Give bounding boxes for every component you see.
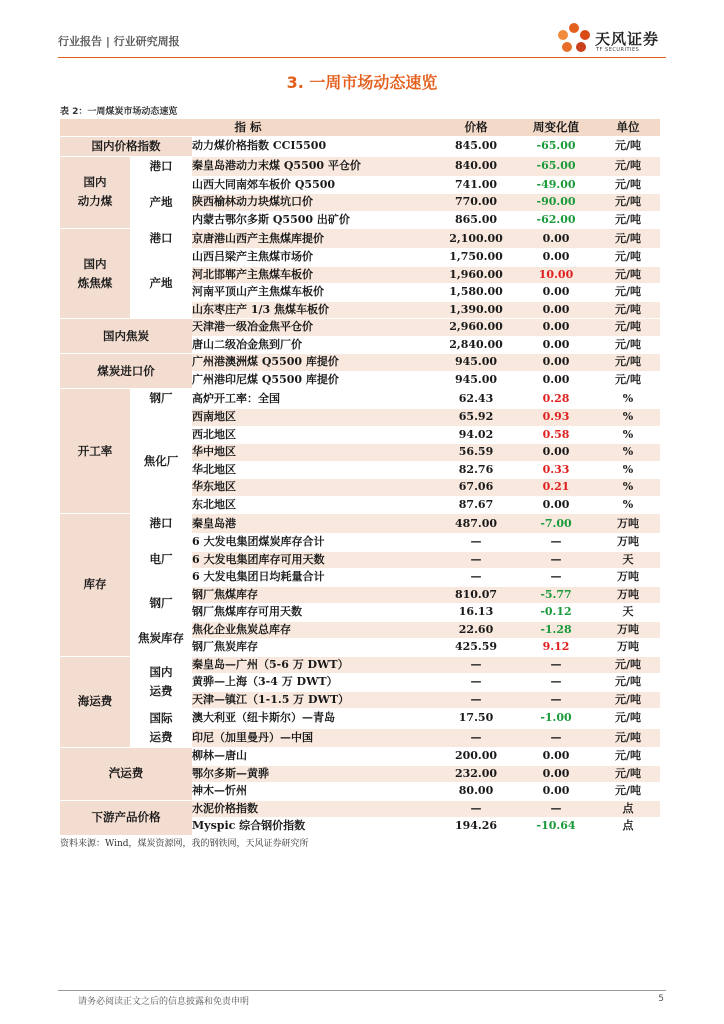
- change-cell: —: [516, 728, 596, 748]
- unit-cell: 万吨: [596, 639, 660, 657]
- subgroup-label: 港口: [130, 156, 192, 176]
- indicator-cell: 山西吕梁产主焦煤市场价: [192, 249, 436, 267]
- indicator-cell: 钢厂焦煤库存可用天数: [192, 604, 436, 622]
- change-cell: —: [516, 674, 596, 692]
- unit-cell: 天: [596, 551, 660, 569]
- unit-cell: 元/吨: [596, 656, 660, 674]
- unit-cell: 元/吨: [596, 709, 660, 729]
- price-cell: 2,100.00: [436, 229, 516, 249]
- change-cell: 0.00: [516, 765, 596, 783]
- indicator-cell: 西北地区: [192, 426, 436, 444]
- indicator-cell: 华东地区: [192, 479, 436, 497]
- change-cell: -62.00: [516, 211, 596, 229]
- indicator-cell: 广州港澳洲煤 Q5500 库提价: [192, 354, 436, 372]
- price-cell: —: [436, 674, 516, 692]
- change-cell: 0.00: [516, 783, 596, 801]
- group-label: 国内 炼焦煤: [60, 229, 130, 319]
- price-cell: 2,960.00: [436, 319, 516, 337]
- indicator-cell: 广州港印尼煤 Q5500 库提价: [192, 371, 436, 389]
- group-label: 国内焦炭: [60, 319, 192, 354]
- unit-cell: 元/吨: [596, 211, 660, 229]
- table-row: [60, 514, 660, 534]
- indicator-cell: 天津—镇江（1-1.5 万 DWT）: [192, 691, 436, 709]
- change-cell: 0.00: [516, 319, 596, 337]
- table-row: [60, 249, 660, 267]
- unit-cell: %: [596, 496, 660, 514]
- change-cell: 10.00: [516, 266, 596, 284]
- price-cell: —: [436, 656, 516, 674]
- change-cell: -7.00: [516, 514, 596, 534]
- price-cell: 65.92: [436, 409, 516, 427]
- group-label: 煤炭进口价: [60, 354, 192, 389]
- indicator-cell: 华北地区: [192, 461, 436, 479]
- unit-cell: 万吨: [596, 621, 660, 639]
- change-cell: -10.64: [516, 818, 596, 836]
- unit-cell: 点: [596, 818, 660, 836]
- group-label: 汽运费: [60, 748, 192, 801]
- change-cell: 0.00: [516, 284, 596, 302]
- indicator-cell: 水泥价格指数: [192, 800, 436, 818]
- header-indicator: 指 标: [60, 119, 436, 136]
- change-cell: -1.28: [516, 621, 596, 639]
- logo-subtext: TF SECURITIES: [596, 47, 640, 53]
- indicator-cell: 6 大发电集团日均耗量合计: [192, 569, 436, 587]
- indicator-cell: 6 大发电集团库存可用天数: [192, 551, 436, 569]
- table-caption: 表 2：一周煤炭市场动态速览: [60, 107, 178, 117]
- price-cell: 87.67: [436, 496, 516, 514]
- table-row: [60, 409, 660, 427]
- unit-cell: 元/吨: [596, 728, 660, 748]
- unit-cell: 元/吨: [596, 266, 660, 284]
- table-row: [60, 389, 660, 409]
- price-cell: —: [436, 728, 516, 748]
- indicator-cell: 动力煤价格指数 CCI5500: [192, 136, 436, 156]
- table-row: [60, 800, 660, 818]
- table-row: [60, 156, 660, 176]
- footer-divider: [58, 990, 666, 991]
- header-divider: [58, 57, 666, 58]
- unit-cell: 元/吨: [596, 301, 660, 319]
- indicator-cell: 6 大发电集团煤炭库存合计: [192, 534, 436, 552]
- change-cell: -65.00: [516, 136, 596, 156]
- table-row: [60, 319, 660, 337]
- change-cell: 0.00: [516, 371, 596, 389]
- indicator-cell: 内蒙古鄂尔多斯 Q5500 出矿价: [192, 211, 436, 229]
- price-cell: —: [436, 534, 516, 552]
- group-label: 国内 动力煤: [60, 156, 130, 229]
- header-price: 价格: [436, 119, 516, 136]
- price-cell: 810.07: [436, 586, 516, 604]
- change-cell: 0.58: [516, 426, 596, 444]
- unit-cell: 元/吨: [596, 194, 660, 212]
- indicator-cell: 陕西榆林动力块煤坑口价: [192, 194, 436, 212]
- indicator-cell: 西南地区: [192, 409, 436, 427]
- unit-cell: %: [596, 461, 660, 479]
- price-cell: 1,960.00: [436, 266, 516, 284]
- change-cell: 0.00: [516, 336, 596, 354]
- subgroup-label: 焦化厂: [130, 409, 192, 514]
- change-cell: -49.00: [516, 176, 596, 194]
- change-cell: —: [516, 800, 596, 818]
- unit-cell: 元/吨: [596, 136, 660, 156]
- table-row: [60, 586, 660, 604]
- subgroup-label: 国际 运费: [130, 709, 192, 748]
- indicator-cell: 高炉开工率：全国: [192, 389, 436, 409]
- subgroup-label: 焦炭库存: [130, 621, 192, 656]
- price-cell: —: [436, 569, 516, 587]
- unit-cell: 元/吨: [596, 783, 660, 801]
- price-cell: 56.59: [436, 444, 516, 462]
- subgroup-label: 国内 运费: [130, 656, 192, 709]
- indicator-cell: 华中地区: [192, 444, 436, 462]
- indicator-cell: 秦皇岛港动力末煤 Q5500 平仓价: [192, 156, 436, 176]
- group-label: 开工率: [60, 389, 130, 514]
- table-row: [60, 176, 660, 194]
- change-cell: —: [516, 551, 596, 569]
- indicator-cell: 鄂尔多斯—黄骅: [192, 765, 436, 783]
- change-cell: —: [516, 656, 596, 674]
- unit-cell: 元/吨: [596, 765, 660, 783]
- indicator-cell: 河南平顶山产主焦煤车板价: [192, 284, 436, 302]
- change-cell: 0.00: [516, 301, 596, 319]
- unit-cell: 元/吨: [596, 156, 660, 176]
- unit-cell: 万吨: [596, 534, 660, 552]
- unit-cell: 元/吨: [596, 336, 660, 354]
- price-cell: —: [436, 551, 516, 569]
- price-cell: 82.76: [436, 461, 516, 479]
- header-unit: 单位: [596, 119, 660, 136]
- price-cell: 22.60: [436, 621, 516, 639]
- price-cell: 945.00: [436, 371, 516, 389]
- unit-cell: 元/吨: [596, 748, 660, 766]
- change-cell: -1.00: [516, 709, 596, 729]
- indicator-cell: 印尼（加里曼丹）—中国: [192, 728, 436, 748]
- unit-cell: 元/吨: [596, 354, 660, 372]
- price-cell: 2,840.00: [436, 336, 516, 354]
- price-cell: 200.00: [436, 748, 516, 766]
- section-title: 3. 一周市场动态速览: [286, 73, 438, 92]
- table-header-row: [60, 119, 660, 136]
- group-label: 库存: [60, 514, 130, 657]
- coal-market-table: [60, 119, 660, 836]
- unit-cell: 元/吨: [596, 691, 660, 709]
- indicator-cell: 秦皇岛港: [192, 514, 436, 534]
- change-cell: -5.77: [516, 586, 596, 604]
- price-cell: 1,390.00: [436, 301, 516, 319]
- indicator-cell: 黄骅—上海（3-4 万 DWT）: [192, 674, 436, 692]
- flower-logo-icon: [554, 22, 594, 56]
- table-row: [60, 621, 660, 639]
- unit-cell: %: [596, 479, 660, 497]
- table-row: [60, 136, 660, 156]
- change-cell: -65.00: [516, 156, 596, 176]
- indicator-cell: 唐山二级冶金焦到厂价: [192, 336, 436, 354]
- indicator-cell: 钢厂焦煤库存: [192, 586, 436, 604]
- subgroup-label: 产地: [130, 176, 192, 229]
- change-cell: 0.00: [516, 496, 596, 514]
- page-header: [58, 22, 666, 56]
- price-cell: 62.43: [436, 389, 516, 409]
- price-cell: 741.00: [436, 176, 516, 194]
- indicator-cell: 神木—忻州: [192, 783, 436, 801]
- unit-cell: 万吨: [596, 514, 660, 534]
- change-cell: -0.12: [516, 604, 596, 622]
- indicator-cell: 京唐港山西产主焦煤库提价: [192, 229, 436, 249]
- breadcrumb: 行业报告 | 行业研究周报: [58, 35, 180, 48]
- unit-cell: %: [596, 389, 660, 409]
- change-cell: -90.00: [516, 194, 596, 212]
- price-cell: —: [436, 800, 516, 818]
- subgroup-label: 电厂: [130, 534, 192, 587]
- price-cell: 17.50: [436, 709, 516, 729]
- price-cell: 845.00: [436, 136, 516, 156]
- price-cell: 770.00: [436, 194, 516, 212]
- price-cell: 1,580.00: [436, 284, 516, 302]
- table-row: [60, 748, 660, 766]
- indicator-cell: 山东枣庄产 1/3 焦煤车板价: [192, 301, 436, 319]
- price-cell: 67.06: [436, 479, 516, 497]
- unit-cell: 万吨: [596, 586, 660, 604]
- change-cell: —: [516, 534, 596, 552]
- change-cell: —: [516, 569, 596, 587]
- change-cell: 9.12: [516, 639, 596, 657]
- group-label: 下游产品价格: [60, 800, 192, 835]
- table-row: [60, 656, 660, 674]
- price-cell: 194.26: [436, 818, 516, 836]
- unit-cell: 点: [596, 800, 660, 818]
- price-cell: 232.00: [436, 765, 516, 783]
- unit-cell: %: [596, 444, 660, 462]
- group-label: 国内价格指数: [60, 136, 192, 156]
- change-cell: 0.00: [516, 748, 596, 766]
- subgroup-label: 港口: [130, 229, 192, 249]
- table-row: [60, 354, 660, 372]
- disclaimer: 请务必阅读正文之后的信息披露和免责申明: [78, 997, 250, 1007]
- source-note: 资料来源：Wind，煤炭资源网，我的钢铁网，天风证券研究所: [60, 839, 309, 849]
- indicator-cell: 河北邯郸产主焦煤车板价: [192, 266, 436, 284]
- price-cell: 945.00: [436, 354, 516, 372]
- unit-cell: 元/吨: [596, 229, 660, 249]
- table-row: [60, 229, 660, 249]
- header-change: 周变化值: [516, 119, 596, 136]
- indicator-cell: 钢厂焦炭库存: [192, 639, 436, 657]
- price-cell: 1,750.00: [436, 249, 516, 267]
- unit-cell: 元/吨: [596, 284, 660, 302]
- change-cell: 0.93: [516, 409, 596, 427]
- indicator-cell: Myspic 综合钢价指数: [192, 818, 436, 836]
- unit-cell: %: [596, 409, 660, 427]
- group-label: 海运费: [60, 656, 130, 748]
- price-cell: 865.00: [436, 211, 516, 229]
- price-cell: 16.13: [436, 604, 516, 622]
- change-cell: 0.28: [516, 389, 596, 409]
- change-cell: 0.00: [516, 354, 596, 372]
- price-cell: 840.00: [436, 156, 516, 176]
- indicator-cell: 天津港一级冶金焦平仓价: [192, 319, 436, 337]
- change-cell: 0.00: [516, 229, 596, 249]
- price-cell: —: [436, 691, 516, 709]
- subgroup-label: 钢厂: [130, 586, 192, 621]
- indicator-cell: 柳林—唐山: [192, 748, 436, 766]
- subgroup-label: 港口: [130, 514, 192, 534]
- price-cell: 487.00: [436, 514, 516, 534]
- subgroup-label: 产地: [130, 249, 192, 319]
- price-cell: 425.59: [436, 639, 516, 657]
- change-cell: 0.33: [516, 461, 596, 479]
- indicator-cell: 秦皇岛—广州（5-6 万 DWT）: [192, 656, 436, 674]
- price-cell: 94.02: [436, 426, 516, 444]
- unit-cell: 元/吨: [596, 371, 660, 389]
- unit-cell: 元/吨: [596, 176, 660, 194]
- table-row: [60, 709, 660, 729]
- indicator-cell: 焦化企业焦炭总库存: [192, 621, 436, 639]
- change-cell: 0.00: [516, 444, 596, 462]
- logo-text: 天风证券: [595, 30, 660, 48]
- indicator-cell: 山西大同南郊车板价 Q5500: [192, 176, 436, 194]
- unit-cell: 天: [596, 604, 660, 622]
- unit-cell: %: [596, 426, 660, 444]
- unit-cell: 元/吨: [596, 319, 660, 337]
- change-cell: 0.00: [516, 249, 596, 267]
- table-row: [60, 534, 660, 552]
- unit-cell: 元/吨: [596, 674, 660, 692]
- unit-cell: 元/吨: [596, 249, 660, 267]
- indicator-cell: 东北地区: [192, 496, 436, 514]
- page-number: 5: [658, 994, 664, 1004]
- unit-cell: 万吨: [596, 569, 660, 587]
- price-cell: 80.00: [436, 783, 516, 801]
- change-cell: 0.21: [516, 479, 596, 497]
- change-cell: —: [516, 691, 596, 709]
- indicator-cell: 澳大利亚（纽卡斯尔）—青岛: [192, 709, 436, 729]
- company-logo: [554, 22, 666, 56]
- subgroup-label: 钢厂: [130, 389, 192, 409]
